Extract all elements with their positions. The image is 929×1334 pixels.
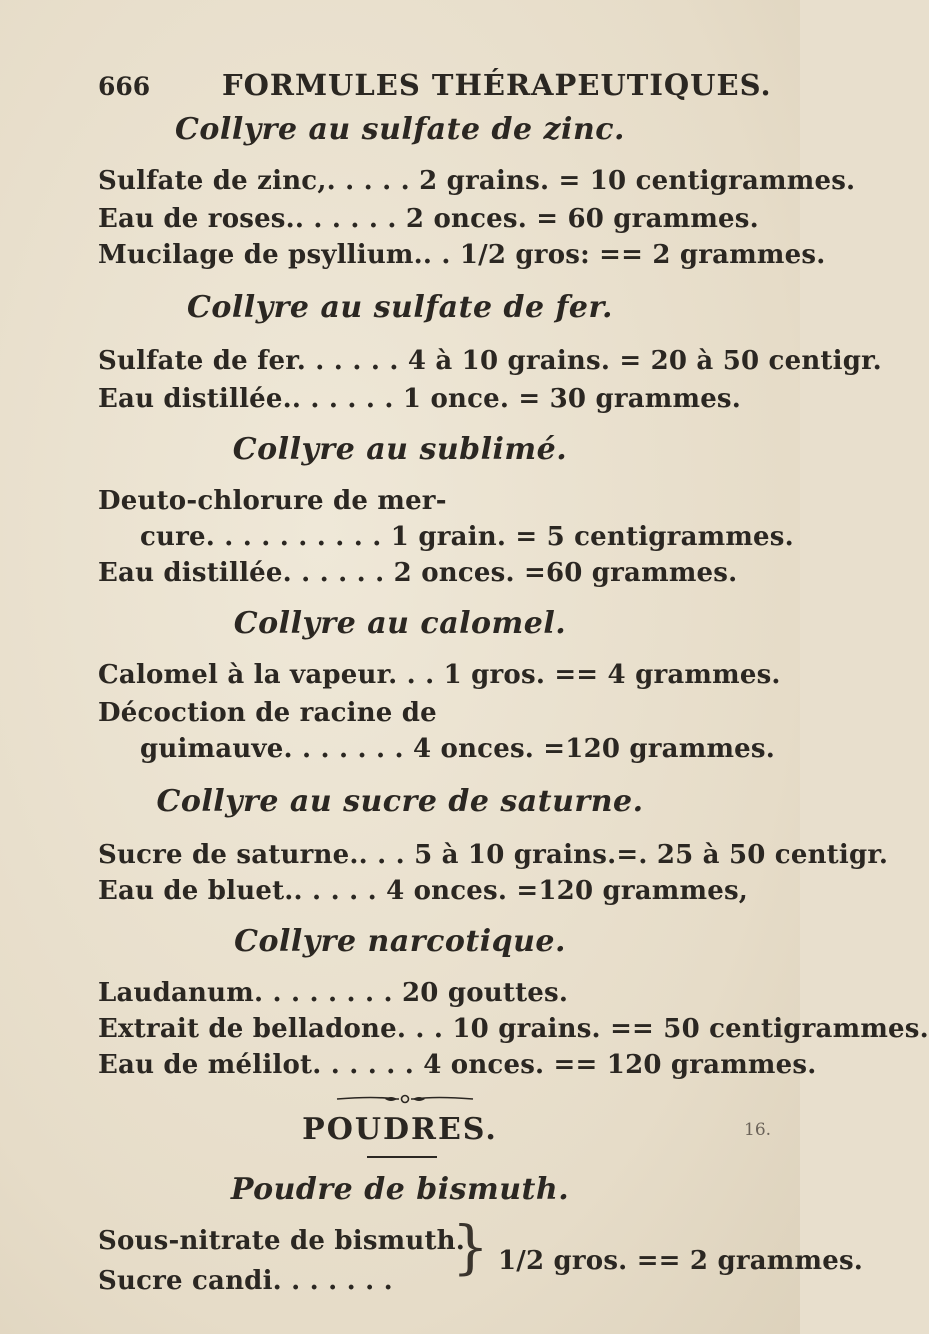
section-title-fer: Collyre au sulfate de fer.: [187, 290, 613, 325]
formula-line: Extrait de belladone. . . 10 grains. == 50 centigrammes.: [98, 1014, 929, 1044]
page-number: 666: [98, 72, 151, 101]
formula-line: Eau de roses.. . . . . . 2 onces. = 60 grammes.: [98, 204, 759, 234]
formula-line: Mucilage de psyllium.. . 1/2 gros: == 2 grammes.: [98, 240, 826, 270]
section-title-calomel: Collyre au calomel.: [233, 606, 567, 641]
section-title-saturne: Collyre au sucre de saturne.: [156, 784, 644, 819]
formula-line: Eau de mélilot. . . . . . 4 onces. == 120 grammes.: [98, 1050, 817, 1080]
formula-line: Sucre de saturne.. . . 5 à 10 grains.=. 25 à 50 centigr.: [98, 840, 889, 870]
short-rule: [367, 1156, 437, 1162]
formula-line: Calomel à la vapeur. . . 1 gros. == 4 grammes.: [98, 660, 781, 690]
section-title-zinc: Collyre au sulfate de zinc.: [175, 112, 625, 147]
formula-line: Eau de bluet.. . . . . 4 onces. =120 grammes,: [98, 876, 749, 906]
ingredient-line: Sucre candi. . . . . . .: [98, 1266, 393, 1296]
formula-line: Sulfate de zinc,. . . . . 2 grains. = 10 centigrammes.: [98, 166, 856, 196]
section-title-sublime: Collyre au sublimé.: [232, 432, 568, 467]
section-title-bismuth: Poudre de bismuth.: [230, 1172, 570, 1207]
section-title-narcotique: Collyre narcotique.: [234, 924, 566, 959]
formula-line: Laudanum. . . . . . . . 20 gouttes.: [98, 978, 569, 1008]
formula-line: Eau distillée. . . . . . 2 onces. =60 grammes.: [98, 558, 738, 588]
poudres-heading: POUDRES.: [302, 1112, 498, 1147]
formula-line: Eau distillée.. . . . . . 1 once. = 30 grammes.: [98, 384, 742, 414]
ornamental-separator: [335, 1094, 475, 1104]
dose-line: 1/2 gros. == 2 grammes.: [498, 1246, 864, 1276]
margin-mark: 16.: [744, 1120, 772, 1140]
formula-line: cure. . . . . . . . . . 1 grain. = 5 centigrammes.: [140, 522, 794, 552]
formula-line: Décoction de racine de: [98, 698, 437, 728]
running-title: FORMULES THÉRAPEUTIQUES.: [222, 68, 772, 102]
formula-line: guimauve. . . . . . . 4 onces. =120 grammes.: [140, 734, 775, 764]
formula-line: Deuto-chlorure de mer-: [98, 486, 447, 516]
brace: }: [452, 1213, 489, 1281]
ingredient-line: Sous-nitrate de bismuth.: [98, 1226, 466, 1256]
formula-line: Sulfate de fer. . . . . . 4 à 10 grains. = 20 à 50 centigr.: [98, 346, 882, 376]
